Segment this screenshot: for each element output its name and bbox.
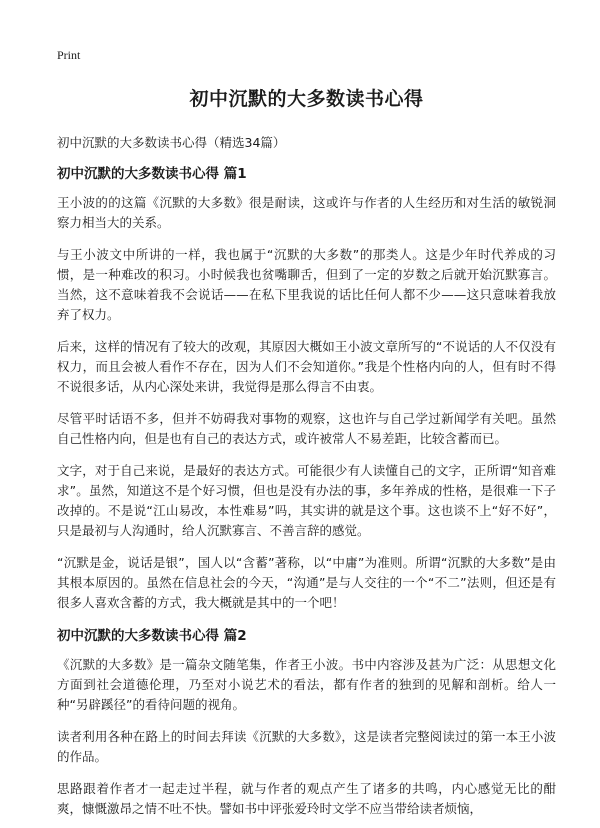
paragraph: 尽管平时话语不多，但并不妨碍我对事物的观察，这也许与自己学过新闻学有关吧。虽然自己性格内向，但是也有自己的表达方式，或许被常人不易差距，比较含蓄而已。 [57, 411, 556, 446]
print-link[interactable]: Print [57, 48, 81, 62]
paragraph: “沉默是金，说话是银”，国人以“含蓄”著称，以“中庸”为准则。所谓“沉默的大多数”是由其根本原因的。虽然在信息社会的今天，“沟通”是与人交往的一个“不二”法则，但还是有很多人喜欢含蓄的方式，我大概就是其中的一个吧！ [57, 555, 556, 610]
page-title: 初中沉默的大多数读书心得 [189, 88, 424, 110]
section-heading-2: 初中沉默的大多数读书心得 篇2 [57, 628, 247, 644]
subtitle: 初中沉默的大多数读书心得（精选34篇） [57, 135, 286, 150]
paragraph: 与王小波文中所讲的一样，我也属于“沉默的大多数”的那类人。这是少年时代养成的习惯，是一种难改的积习。小时候我也贫嘴聊舌，但到了一定的岁数之后就开始沉默寡言。当然，这不意味着我不会说话——在私下里我说的话比任何人都不少——这只意味着我放弃了权力。 [57, 247, 556, 322]
section-heading-1: 初中沉默的大多数读书心得 篇1 [57, 166, 247, 182]
paragraph: 后来，这样的情况有了较大的改观，其原因大概如王小波文章所写的“不说话的人不仅没有权力，而且会被人看作不存在，因为人们不会知道你。”我是个性格内向的人，但有时不得不说很多话，从内心深处来讲，我觉得是那么得言不由衷。 [57, 339, 556, 394]
paragraph: 思路跟着作者才一起走过半程，就与作者的观点产生了诸多的共鸣，内心感觉无比的酣爽，慷慨激昂之情不吐不快。譬如书中评张爱玲时文学不应当带给读者烦恼， [57, 781, 556, 816]
paragraph: 《沉默的大多数》是一篇杂文随笔集，作者王小波。书中内容涉及甚为广泛：从思想文化方面到社会道德伦理，乃至对小说艺术的看法，都有作者的独到的见解和剖析。给人一种“另辟蹊径”的看待问题的视角。 [57, 657, 556, 712]
paragraph: 王小波的的这篇《沉默的大多数》很是耐读，这或许与作者的人生经历和对生活的敏锐洞察力相当大的关系。 [57, 195, 556, 230]
paragraph: 读者利用各种在路上的时间去拜读《沉默的大多数》，这是读者完整阅读过的第一本王小波的作品。 [57, 729, 556, 764]
paragraph: 文字，对于自己来说，是最好的表达方式。可能很少有人读懂自己的文字，正所谓“知音难求”。虽然，知道这不是个好习惯，但也是没有办法的事，多年养成的性格，是很难一下子改掉的。不是说“江山易改，本性难易”吗，其实讲的就是这个事。这也谈不上“好不好”，只是最初与人沟通时，给人沉默寡言、不善言辞的感觉。 [57, 463, 556, 538]
